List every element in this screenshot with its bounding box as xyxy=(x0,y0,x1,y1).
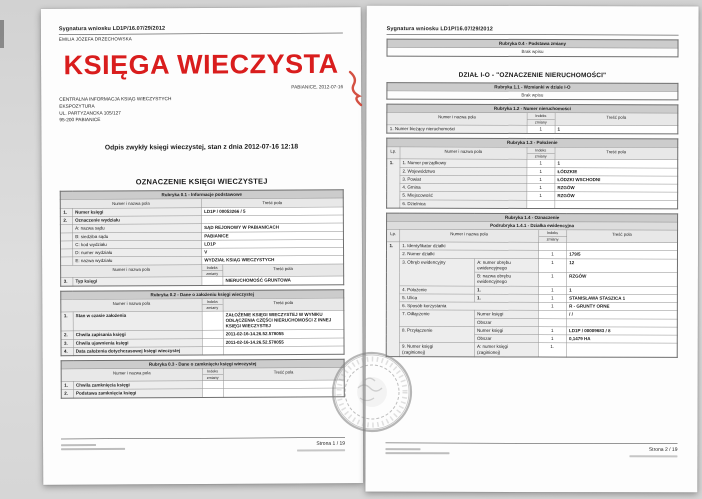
field-value: 2011-02-16-14.26.52.578055 xyxy=(223,330,344,339)
col-header-index xyxy=(539,230,567,242)
index-cell xyxy=(202,330,223,338)
index-header-line: zmiany xyxy=(539,236,567,242)
page-footer xyxy=(385,443,677,458)
rubryka-title: Rubryka 0.3 - Dane o zamknięciu księgi wieczystej xyxy=(61,359,344,369)
field-value xyxy=(566,242,677,250)
illegible-fineprint-line xyxy=(61,444,96,446)
index-cell: 1 xyxy=(527,125,555,133)
field-value: ŁÓDZKIE xyxy=(555,168,678,176)
rubryka-1-3-table xyxy=(386,138,678,210)
col-header-field: Numer i nazwa pola xyxy=(61,299,202,312)
field-label: A: nazwa sądu xyxy=(72,224,201,233)
field-value xyxy=(223,346,344,355)
office-line: UL. PARTYZANCKA 105/127 xyxy=(59,110,121,117)
field-value: / / xyxy=(566,310,677,318)
issuing-office-block xyxy=(59,95,343,124)
field-label-line: 9. Numer księgi xyxy=(401,343,434,349)
index-cell xyxy=(538,319,566,327)
field-label: 4. Położenie xyxy=(399,286,474,294)
podrubryka-title: Podrubryka 1.4.1 - Działka ewidencyjna xyxy=(387,221,678,230)
index-header-line: Indeks xyxy=(547,230,559,236)
no-entry-label: Brak wpisu xyxy=(387,91,678,100)
row-number: 4. xyxy=(61,347,73,355)
col-header-field: Numer i nazwa pola xyxy=(400,147,527,160)
document-title: KSIĘGA WIECZYSTA xyxy=(63,48,339,81)
field-sublabel: A: numer obrębu ewidencyjnego xyxy=(474,258,538,272)
header-rule xyxy=(59,33,343,35)
index-header-line: Indeks xyxy=(206,299,218,304)
illegible-fineprint-line xyxy=(629,455,677,457)
field-label: 3. Powiat xyxy=(400,175,527,183)
field-label: 2. Numer działki xyxy=(399,250,538,258)
row-number xyxy=(61,249,73,257)
rubryka-title: Rubryka 1.3 - Położenie xyxy=(387,138,678,147)
field-value: 1 xyxy=(566,286,677,294)
field-label: 1. Numer porządkowy xyxy=(400,159,527,167)
field-sublabel xyxy=(474,343,538,357)
field-sublabel: Obszar xyxy=(474,318,538,326)
index-cell xyxy=(202,311,223,330)
rubryka-title: Rubryka 1.1 - Wzmianki w dziale I-O xyxy=(387,82,678,91)
col-header-value: Treść pola xyxy=(223,298,344,311)
lp-cell: 1. xyxy=(386,242,399,357)
index-cell: 1 xyxy=(538,302,566,310)
field-value: LD1P xyxy=(201,239,343,248)
field-value xyxy=(555,200,678,209)
field-label: Data założenia dotychczasowej księgi wieczystej xyxy=(73,347,202,356)
table-row xyxy=(386,258,677,273)
index-cell: 1 xyxy=(538,259,566,273)
field-value: 0,1479 HA xyxy=(566,335,677,343)
row-number: 2. xyxy=(60,217,72,225)
field-label: 1. Identyfikator działki xyxy=(399,242,538,250)
field-label: D: numer wydziału xyxy=(73,248,202,257)
dzial-heading: DZIAŁ I-O - "OZNACZENIE NIERUCHOMOŚCI" xyxy=(458,70,607,79)
row-number xyxy=(60,233,72,241)
index-cell xyxy=(202,347,223,355)
col-header-lp: Lp. xyxy=(387,147,400,159)
field-label: 1. Numer bieżący nieruchomości xyxy=(387,125,527,134)
page-number: Strona 2 / 19 xyxy=(648,446,678,453)
col-header-field: Numer i nazwa pola xyxy=(60,199,201,209)
field-label: 8. Przyłączenie xyxy=(399,326,474,342)
footer-rule xyxy=(385,443,677,444)
field-label: 7. Odłączenie xyxy=(399,310,474,326)
field-value: 1 xyxy=(555,125,678,134)
document-page-1 xyxy=(41,7,363,485)
row-number: 2. xyxy=(61,390,73,398)
sub-lp-cell: 1. xyxy=(474,286,538,294)
col-header-index xyxy=(527,147,555,159)
index-cell: 1 xyxy=(527,167,555,175)
field-value: PABIANICE xyxy=(201,231,343,240)
field-value: V xyxy=(202,248,344,257)
rubryka-title: Rubryka 0.4 - Podstawa zmiany xyxy=(387,39,678,48)
row-number xyxy=(60,225,72,233)
illegible-fineprint-line xyxy=(61,448,125,450)
col-header-value: Treść pola xyxy=(567,230,678,243)
case-signature: Sygnatura wniosku LD1P/16.07/29/2012 xyxy=(386,25,493,32)
index-cell: 1 xyxy=(538,294,566,302)
index-cell xyxy=(202,389,223,397)
row-number: 2. xyxy=(61,331,73,339)
page-footer xyxy=(61,437,345,452)
field-value: SĄD REJONOWY W PABIANICACH xyxy=(201,223,343,232)
field-value xyxy=(566,343,677,357)
index-cell: 1 xyxy=(538,250,566,258)
rubryka-title: Rubryka 1.4 - Oznaczenie xyxy=(387,213,678,222)
table-row xyxy=(386,342,677,357)
index-header-line: Indeks xyxy=(206,265,218,270)
field-label-line: (zaginionej) xyxy=(401,349,426,355)
field-value: ZAŁOŻENIE KSIĘGI WIECZYSTEJ W WYNIKU ODŁĄCZENIA CZĘŚCI NIERUCHOMOŚCI Z INNEJ KSIĘGI WIECZYSTEJ xyxy=(223,310,344,330)
field-sublabel: Numer księgi xyxy=(474,326,538,334)
col-header-index xyxy=(527,113,555,125)
no-entry-label: Brak wpisu xyxy=(387,47,678,56)
index-cell xyxy=(527,200,555,208)
field-sublabel: Numer księgi xyxy=(474,310,538,318)
table-row xyxy=(387,200,678,209)
field-value: WYDZIAŁ KSIĄG WIECZYSTYCH xyxy=(202,256,344,265)
footer-fineprint xyxy=(385,446,449,454)
rubryka-1-4-table xyxy=(386,212,678,357)
field-value: 2011-02-16-14.26.52.578055 xyxy=(223,338,344,347)
field-label: 2. Województwo xyxy=(400,167,527,175)
col-header-value: Treść pola xyxy=(201,198,343,208)
row-number xyxy=(61,257,73,265)
index-header-line: zmiany xyxy=(202,305,223,311)
illegible-fineprint-line xyxy=(385,452,449,454)
field-value: RZGÓW xyxy=(555,192,678,200)
field-value: STANISŁAWA STASZICA 1 xyxy=(566,294,677,302)
index-cell xyxy=(538,242,566,250)
index-cell: 1 xyxy=(538,272,566,286)
field-value: 179/5 xyxy=(566,250,677,258)
rubryka-title: Rubryka 0.2 - Dane o założeniu księgi wieczystej xyxy=(61,290,344,300)
field-value: LD1P / 00009683 / 8 xyxy=(566,327,677,335)
table-row xyxy=(61,346,344,356)
row-number: 1. xyxy=(60,208,72,216)
index-cell: 1 xyxy=(538,335,566,343)
illegible-fineprint-line xyxy=(385,448,420,450)
index-header-line: Indeks xyxy=(535,113,547,119)
office-line: CENTRALNA INFORMACJA KSIĄG WIECZYSTYCH xyxy=(59,96,172,103)
index-cell: 1 xyxy=(527,176,555,184)
index-header-line: zmiany xyxy=(202,374,223,380)
table-row xyxy=(61,310,344,331)
field-value xyxy=(566,319,677,327)
index-cell: 1 xyxy=(527,159,555,167)
field-label-line: A: numer księgi xyxy=(476,343,509,350)
field-label: 3. Obręb ewidencyjny xyxy=(399,258,474,286)
field-value: NIERUCHOMOŚĆ GRUNTOWA xyxy=(223,276,344,285)
header-rule xyxy=(387,34,679,35)
col-header-field: Numer i nazwa pola xyxy=(61,265,202,278)
col-header-value: Treść pola xyxy=(555,147,678,160)
field-value: RZGÓW xyxy=(566,272,677,286)
index-cell: 1. xyxy=(538,343,566,357)
col-header-lp: Lp. xyxy=(387,229,400,241)
field-label: 4. Gmina xyxy=(400,183,527,191)
footer-rule xyxy=(61,437,345,439)
col-header-value: Treść pola xyxy=(223,264,344,277)
table-row xyxy=(387,125,678,134)
field-label: 5. Ulica xyxy=(399,294,474,302)
page-number: Strona 1 / 19 xyxy=(316,440,346,447)
field-value xyxy=(223,388,344,397)
case-signature: Sygnatura wniosku LD1P/16.07/29/2012 xyxy=(58,25,166,32)
footer-fineprint xyxy=(61,442,125,450)
col-header-index xyxy=(202,264,223,276)
field-value: 1 xyxy=(555,159,678,167)
field-label: Chwila ujawnienia księgi xyxy=(73,339,202,348)
rubryka-title: Rubryka 1.2 - Numer nieruchomości xyxy=(387,104,678,113)
sub-lp-cell: 1. xyxy=(474,294,538,302)
field-value: LD1P / 00053266 / 5 xyxy=(201,207,343,216)
field-label: E: nazwa wydziału xyxy=(73,256,202,265)
row-number: 1. xyxy=(61,312,73,331)
field-label: Stan w czasie założenia xyxy=(73,311,202,331)
lp-cell: 1. xyxy=(387,159,400,208)
field-label: Chwila zapisania księgi xyxy=(73,330,202,339)
field-label: Numer księgi xyxy=(72,208,201,217)
index-header-line: zmiany xyxy=(202,270,223,276)
index-cell: 1 xyxy=(538,286,566,294)
index-cell: 1 xyxy=(527,184,555,192)
col-header-field: Numer i nazwa pola xyxy=(387,112,527,125)
rubryka-title: Rubryka 0.1 - Informacje podstawowe xyxy=(60,190,343,200)
applicant-name: EMILIA JÓZEFA DRZECHOWSKA xyxy=(58,36,132,42)
rubryka-1-1-table xyxy=(386,82,678,101)
row-number: 3. xyxy=(61,339,73,347)
field-label xyxy=(399,343,474,357)
index-header-line: zmiany xyxy=(527,153,555,159)
index-cell: 1 xyxy=(538,327,566,335)
section-title: OZNACZENIE KSIĘGI WIECZYSTEJ xyxy=(135,177,268,187)
row-number: 3. xyxy=(61,278,73,286)
field-label: 6. Dzielnica xyxy=(400,200,527,209)
rubryka-0-1-table xyxy=(60,189,344,286)
field-value: R - GRUNTY ORNE xyxy=(566,302,677,310)
index-cell: 1 xyxy=(527,192,555,200)
scan-edge-artifact xyxy=(0,20,4,48)
table-row xyxy=(61,388,344,398)
col-header-value: Treść pola xyxy=(555,113,678,126)
index-header-line: Indeks xyxy=(207,369,219,374)
row-number: 1. xyxy=(61,382,73,390)
col-header-field: Numer i nazwa pola xyxy=(400,230,539,243)
office-line: 95-200 PABIANICE xyxy=(59,117,101,123)
index-header-line: zmiany xyxy=(527,119,555,125)
office-line: EKSPOZYTURA xyxy=(59,103,95,110)
field-label: B: siedziba sądu xyxy=(72,232,201,241)
rubryka-1-2-table xyxy=(386,104,678,135)
index-header-line: Indeks xyxy=(535,147,547,153)
index-cell xyxy=(538,310,566,318)
index-cell xyxy=(202,277,223,285)
field-value: RZGÓW xyxy=(555,184,678,192)
col-header-index xyxy=(202,299,223,311)
extract-subtitle: Odpis zwykły księgi wieczystej, stan z dnia 2012-07-16 12:18 xyxy=(104,142,299,152)
field-label: Chwila zamknięcia księgi xyxy=(73,381,202,390)
document-page-2 xyxy=(365,6,698,493)
field-label: 6. Sposób korzystania xyxy=(399,302,538,310)
field-sublabel: B: nazwa obrębu ewidencyjnego xyxy=(474,272,538,286)
table-row xyxy=(61,276,344,286)
rubryka-0-4-table xyxy=(387,39,679,58)
field-label: Oznaczenie wydziału xyxy=(72,216,201,225)
field-label: C: kod wydziału xyxy=(72,240,201,249)
field-label: 5. Miejscowość xyxy=(400,192,527,200)
index-cell xyxy=(202,338,223,346)
row-number xyxy=(60,241,72,249)
field-label: Typ księgi xyxy=(73,277,202,286)
field-sublabel: Obszar xyxy=(474,335,538,343)
field-label: Podstawa zamknięcia księgi xyxy=(73,389,202,398)
index-cell xyxy=(202,381,223,389)
col-header-value: Treść pola xyxy=(223,368,344,381)
col-header-field: Numer i nazwa pola xyxy=(61,368,202,381)
rubryka-0-2-table xyxy=(60,289,344,356)
field-label-line: (zaginionej) xyxy=(476,349,501,355)
place-and-date: PABIANICE, 2012-07-16 xyxy=(291,84,344,91)
illegible-fineprint-line xyxy=(297,449,345,451)
field-value: ŁÓDZKI WSCHODNI xyxy=(555,176,678,184)
col-header-index xyxy=(202,368,223,380)
field-value: 12 xyxy=(566,259,677,273)
rubryka-0-3-table xyxy=(61,359,345,399)
